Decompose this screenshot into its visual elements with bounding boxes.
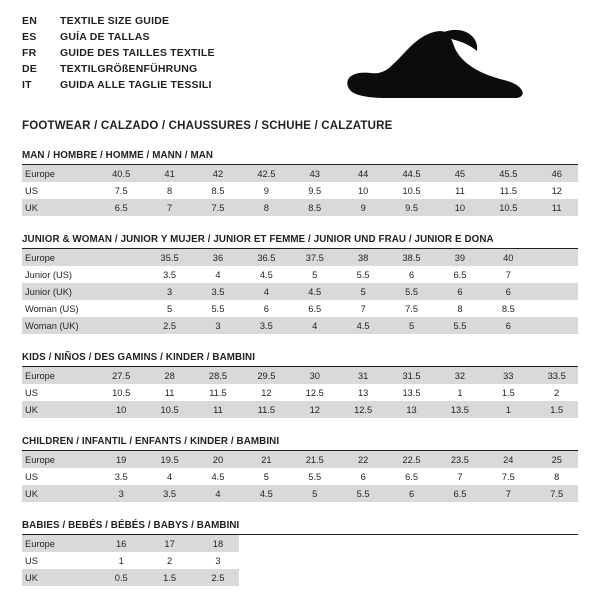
cell: 46	[530, 165, 578, 182]
row-label: UK	[22, 569, 94, 586]
cell: 11	[433, 182, 481, 199]
cell: 4	[191, 266, 239, 283]
row-label: Europe	[22, 165, 94, 182]
row-label: Woman (US)	[22, 300, 94, 317]
cell: 45	[433, 165, 481, 182]
cell: 12	[239, 384, 287, 401]
cell: 12.5	[336, 401, 384, 418]
table-row	[22, 569, 578, 586]
cell: 9	[239, 182, 287, 199]
cell: 3	[191, 552, 239, 569]
cell	[481, 535, 529, 552]
language-text: GUIDE DES TAILLES TEXTILE	[60, 47, 215, 59]
table-row	[22, 485, 578, 502]
cell: 5.5	[191, 300, 239, 317]
section-title: CHILDREN / INFANTIL / ENFANTS / KINDER / BAMBINI	[22, 436, 578, 451]
cell: 6	[239, 300, 287, 317]
cell	[288, 535, 336, 552]
language-text: TEXTILE SIZE GUIDE	[60, 15, 170, 27]
cell: 3.5	[94, 468, 142, 485]
cell: 13.5	[433, 401, 481, 418]
cell: 8	[530, 468, 578, 485]
cell: 36	[191, 249, 239, 266]
row-label: Europe	[22, 249, 94, 266]
cell: 22	[336, 451, 384, 468]
section-title: MAN / HOMBRE / HOMME / MANN / MAN	[22, 150, 578, 165]
cell	[94, 283, 142, 300]
cell	[481, 552, 529, 569]
cell: 40.5	[94, 165, 142, 182]
language-code: EN	[22, 15, 37, 27]
cell: 7.5	[191, 199, 239, 216]
cell: 6	[481, 317, 529, 334]
table-row	[22, 249, 578, 266]
cell: 6	[481, 283, 529, 300]
cell: 1	[433, 384, 481, 401]
row-label: Woman (UK)	[22, 317, 94, 334]
cell: 4	[239, 283, 287, 300]
cell: 6.5	[288, 300, 336, 317]
section-man	[22, 150, 578, 216]
cell: 3.5	[239, 317, 287, 334]
row-label: US	[22, 384, 94, 401]
cell: 20	[191, 451, 239, 468]
cell: 19	[94, 451, 142, 468]
cell: 44	[336, 165, 384, 182]
cell: 8	[433, 300, 481, 317]
row-label: UK	[22, 485, 94, 502]
cell: 1	[481, 401, 529, 418]
cell: 4.5	[239, 485, 287, 502]
section-title: JUNIOR & WOMAN / JUNIOR Y MUJER / JUNIOR ET FEMME / JUNIOR UND FRAU / JUNIOR E DONA	[22, 234, 578, 249]
cell: 12	[288, 401, 336, 418]
cell	[530, 249, 578, 266]
cell: 35.5	[142, 249, 190, 266]
cell: 30	[288, 367, 336, 384]
cell: 1.5	[530, 401, 578, 418]
language-code: FR	[22, 47, 37, 59]
cell: 4.5	[288, 283, 336, 300]
cell: 10.5	[142, 401, 190, 418]
cell: 8.5	[481, 300, 529, 317]
cell: 3.5	[142, 485, 190, 502]
table-row	[22, 384, 578, 401]
table-row	[22, 266, 578, 283]
cell: 10.5	[481, 199, 529, 216]
cell	[336, 569, 384, 586]
table-row	[22, 451, 578, 468]
row-label: Europe	[22, 367, 94, 384]
cell: 21	[239, 451, 287, 468]
language-code: DE	[22, 63, 37, 75]
size-table	[22, 367, 578, 418]
cell: 37.5	[288, 249, 336, 266]
row-label: US	[22, 552, 94, 569]
cell: 10.5	[384, 182, 432, 199]
cell: 18	[191, 535, 239, 552]
cell: 33.5	[530, 367, 578, 384]
cell	[530, 535, 578, 552]
cell: 5.5	[336, 485, 384, 502]
row-label: US	[22, 182, 94, 199]
cell	[530, 569, 578, 586]
cell: 28.5	[191, 367, 239, 384]
cell: 45.5	[481, 165, 529, 182]
cell: 5	[239, 468, 287, 485]
table-row	[22, 401, 578, 418]
cell: 2	[530, 384, 578, 401]
cell: 39	[433, 249, 481, 266]
cell: 12.5	[288, 384, 336, 401]
cell: 4.5	[239, 266, 287, 283]
section-junior-woman	[22, 234, 578, 334]
cell: 5.5	[288, 468, 336, 485]
cell: 3.5	[191, 283, 239, 300]
language-text: GUÍA DE TALLAS	[60, 31, 150, 43]
cell: 8	[142, 182, 190, 199]
cell: 28	[142, 367, 190, 384]
cell: 11	[530, 199, 578, 216]
cell	[239, 535, 287, 552]
cell: 8	[239, 199, 287, 216]
table-row	[22, 367, 578, 384]
cell: 42	[191, 165, 239, 182]
cell: 10.5	[94, 384, 142, 401]
cell	[530, 317, 578, 334]
document-header	[22, 14, 578, 106]
cell: 13.5	[384, 384, 432, 401]
table-row	[22, 283, 578, 300]
cell: 31	[336, 367, 384, 384]
row-label: Europe	[22, 535, 94, 552]
cell: 7.5	[94, 182, 142, 199]
cell: 8.5	[288, 199, 336, 216]
cell: 11.5	[481, 182, 529, 199]
cell: 9	[336, 199, 384, 216]
cell: 7	[142, 199, 190, 216]
row-label: UK	[22, 199, 94, 216]
cell	[384, 535, 432, 552]
language-row	[22, 30, 215, 45]
language-row	[22, 78, 215, 93]
cell: 9.5	[288, 182, 336, 199]
cell: 7	[433, 468, 481, 485]
language-list	[22, 14, 215, 93]
cell: 5	[288, 485, 336, 502]
cell: 5.5	[433, 317, 481, 334]
row-label: Europe	[22, 451, 94, 468]
cell: 13	[336, 384, 384, 401]
language-row	[22, 46, 215, 61]
cell	[384, 552, 432, 569]
cell: 4	[191, 485, 239, 502]
table-row	[22, 468, 578, 485]
language-row	[22, 62, 215, 77]
cell: 11	[191, 401, 239, 418]
cell	[288, 569, 336, 586]
cell: 4	[288, 317, 336, 334]
cell: 8.5	[191, 182, 239, 199]
table-row	[22, 552, 578, 569]
cell: 38	[336, 249, 384, 266]
cell	[239, 569, 287, 586]
cell	[288, 552, 336, 569]
cell: 6.5	[433, 485, 481, 502]
cell: 2	[142, 552, 190, 569]
cell: 6	[384, 485, 432, 502]
cell	[530, 300, 578, 317]
cell: 43	[288, 165, 336, 182]
cell: 5	[384, 317, 432, 334]
table-row	[22, 199, 578, 216]
cell: 7	[481, 485, 529, 502]
size-table	[22, 249, 578, 334]
dress-shoe-icon	[340, 26, 530, 106]
cell: 22.5	[384, 451, 432, 468]
cell: 27.5	[94, 367, 142, 384]
cell: 44.5	[384, 165, 432, 182]
cell	[433, 569, 481, 586]
cell: 6.5	[433, 266, 481, 283]
cell	[94, 266, 142, 283]
size-table	[22, 451, 578, 502]
cell: 5	[288, 266, 336, 283]
cell: 6	[336, 468, 384, 485]
cell	[94, 317, 142, 334]
cell: 10	[94, 401, 142, 418]
language-text: TEXTILGRÖßENFÜHRUNG	[60, 63, 198, 75]
cell: 4.5	[336, 317, 384, 334]
cell	[239, 552, 287, 569]
language-code: ES	[22, 31, 37, 43]
cell: 23.5	[433, 451, 481, 468]
cell: 11	[142, 384, 190, 401]
cell: 2.5	[191, 569, 239, 586]
cell: 10	[336, 182, 384, 199]
cell: 3.5	[142, 266, 190, 283]
cell: 6	[433, 283, 481, 300]
section-babies	[22, 520, 578, 586]
cell: 9.5	[384, 199, 432, 216]
cell: 6.5	[384, 468, 432, 485]
cell: 11.5	[239, 401, 287, 418]
table-row	[22, 182, 578, 199]
cell: 19.5	[142, 451, 190, 468]
cell: 3	[191, 317, 239, 334]
table-row	[22, 535, 578, 552]
size-table	[22, 165, 578, 216]
cell: 32	[433, 367, 481, 384]
cell: 6	[384, 266, 432, 283]
cell: 10	[433, 199, 481, 216]
cell: 31.5	[384, 367, 432, 384]
cell: 5.5	[384, 283, 432, 300]
cell: 6.5	[94, 199, 142, 216]
cell	[530, 283, 578, 300]
cell	[336, 552, 384, 569]
cell	[94, 249, 142, 266]
category-title: FOOTWEAR / CALZADO / CHAUSSURES / SCHUHE / CALZATURE	[22, 120, 393, 132]
cell: 41	[142, 165, 190, 182]
row-label: Junior (UK)	[22, 283, 94, 300]
table-row	[22, 165, 578, 182]
cell: 5	[336, 283, 384, 300]
cell: 3	[94, 485, 142, 502]
cell: 2.5	[142, 317, 190, 334]
cell: 38.5	[384, 249, 432, 266]
cell: 1.5	[481, 384, 529, 401]
cell: 4	[142, 468, 190, 485]
cell: 36.5	[239, 249, 287, 266]
cell: 7.5	[481, 468, 529, 485]
cell: 13	[384, 401, 432, 418]
cell	[94, 300, 142, 317]
cell	[481, 569, 529, 586]
cell: 5	[142, 300, 190, 317]
language-code: IT	[22, 79, 32, 91]
table-row	[22, 317, 578, 334]
section-title: KIDS / NIÑOS / DES GAMINS / KINDER / BAMBINI	[22, 352, 578, 367]
cell: 21.5	[288, 451, 336, 468]
cell: 42.5	[239, 165, 287, 182]
row-label: UK	[22, 401, 94, 418]
row-label: Junior (US)	[22, 266, 94, 283]
cell: 7	[481, 266, 529, 283]
cell: 5.5	[336, 266, 384, 283]
cell: 16	[94, 535, 142, 552]
cell: 7.5	[384, 300, 432, 317]
cell: 24	[481, 451, 529, 468]
cell	[433, 552, 481, 569]
row-label: US	[22, 468, 94, 485]
cell: 1	[94, 552, 142, 569]
cell: 11.5	[191, 384, 239, 401]
size-table	[22, 535, 578, 586]
cell: 3	[142, 283, 190, 300]
cell	[384, 569, 432, 586]
cell: 7	[336, 300, 384, 317]
cell: 12	[530, 182, 578, 199]
table-row	[22, 300, 578, 317]
language-text: GUIDA ALLE TAGLIE TESSILI	[60, 79, 212, 91]
cell: 33	[481, 367, 529, 384]
cell: 25	[530, 451, 578, 468]
section-kids	[22, 352, 578, 418]
section-children	[22, 436, 578, 502]
cell: 1.5	[142, 569, 190, 586]
cell	[530, 266, 578, 283]
cell: 29.5	[239, 367, 287, 384]
language-row	[22, 14, 215, 29]
cell: 4.5	[191, 468, 239, 485]
cell: 17	[142, 535, 190, 552]
cell: 0.5	[94, 569, 142, 586]
cell	[530, 552, 578, 569]
cell	[336, 535, 384, 552]
cell	[433, 535, 481, 552]
cell: 7.5	[530, 485, 578, 502]
section-title: BABIES / BEBÉS / BÉBÉS / BABYS / BAMBINI	[22, 520, 578, 535]
cell: 40	[481, 249, 529, 266]
